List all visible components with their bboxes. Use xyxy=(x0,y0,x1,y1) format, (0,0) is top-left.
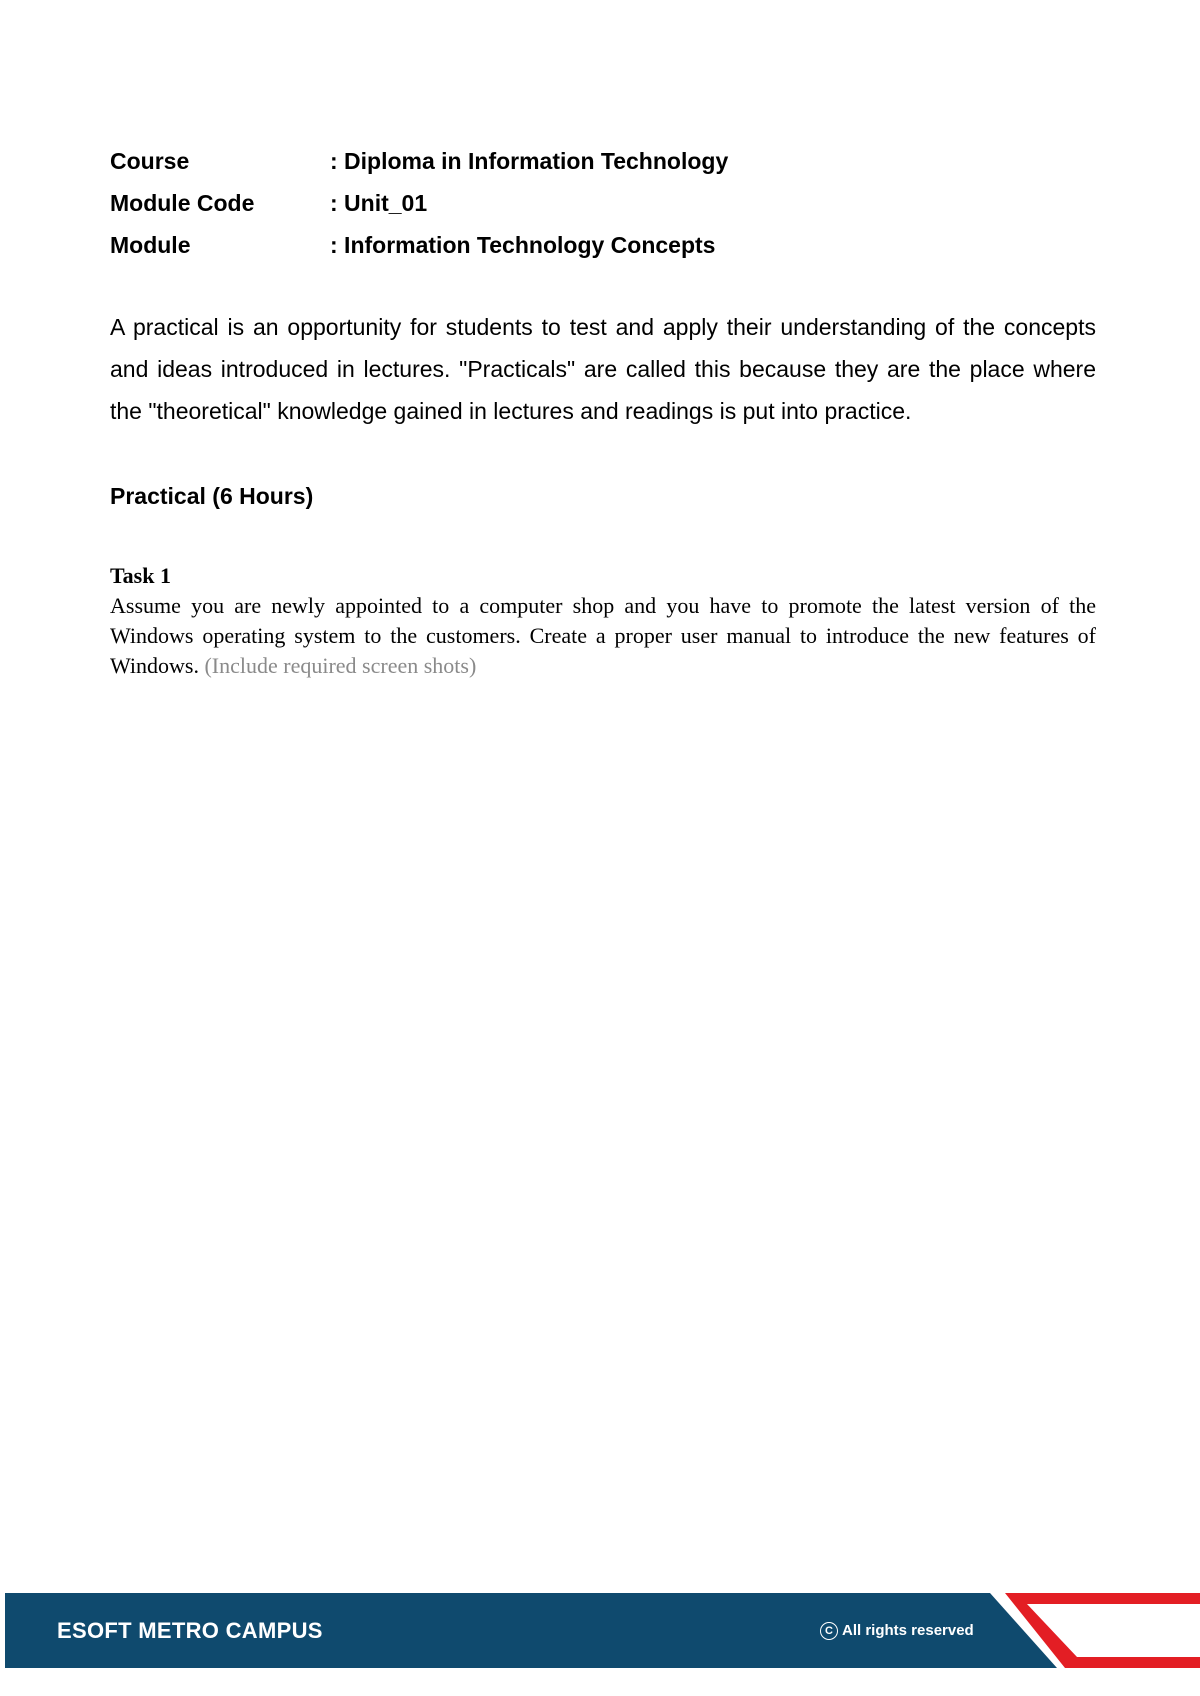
module-code-row xyxy=(110,182,1110,224)
module-row xyxy=(110,224,1110,266)
task-note: (Include required screen shots) xyxy=(204,653,477,678)
course-value: : Diploma in Information Technology xyxy=(330,148,729,174)
module-value: : Information Technology Concepts xyxy=(330,232,716,258)
footer-brand-name: ESOFT METRO CAMPUS xyxy=(57,1618,323,1643)
module-label: Module xyxy=(110,232,191,258)
task-description xyxy=(110,591,1096,681)
footer-rights-text: All rights reserved xyxy=(842,1622,974,1639)
footer-rights xyxy=(820,1593,974,1668)
footer-banner xyxy=(5,1593,1200,1668)
task-body-text: Assume you are newly appointed to a computer shop and you have to promote the latest version of the Windows operating system to the customers. Create a proper user manual to introduce the new features of Windows. xyxy=(110,593,1096,678)
copyright-icon: C xyxy=(820,1622,838,1640)
task-section xyxy=(110,561,1096,681)
task-title: Task 1 xyxy=(110,563,171,588)
module-code-label: Module Code xyxy=(110,190,255,216)
intro-paragraph: A practical is an opportunity for students to test and apply their understanding of the concepts and ideas introduced in lectures. "Practicals" are called this because they are the place where the "theoretical" knowledge gained in lectures and readings is put into practice. xyxy=(110,314,1096,424)
module-code-value: : Unit_01 xyxy=(330,190,428,216)
module-info xyxy=(110,140,1110,266)
course-label: Course xyxy=(110,148,190,174)
course-row xyxy=(110,140,1110,182)
practical-heading: Practical (6 Hours) xyxy=(110,483,314,509)
